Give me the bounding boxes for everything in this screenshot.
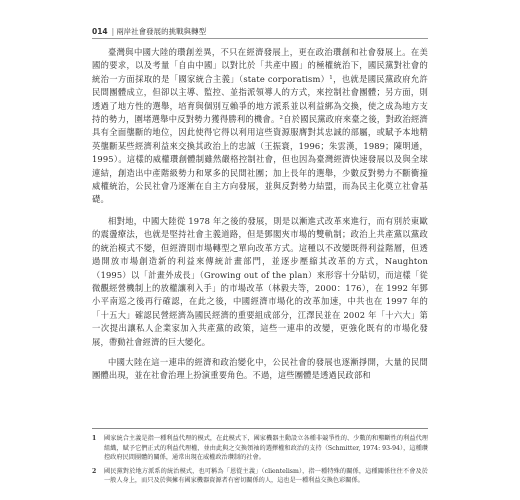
footnote <box>92 434 428 463</box>
body-paragraph <box>92 215 428 349</box>
footnote-number: 2 <box>92 467 97 475</box>
footnotes <box>92 434 428 490</box>
paragraph-text: 自於國民黨政府來臺之後，對政治經濟具有全面壟斷的地位，因此使得它得以利用這些資源服膺對其忠誠的部屬，或賦予本地精英壟斷某些經濟利益來交換其政治上的忠誠（王振寰，1996；朱雲漢，1989；陳明通，1995）。這樣的威權瓚創體制雖然嚴格控制社會，但也因為臺灣經濟快速發展以及與全球連結，創造出中產階級勢力和眾多的民間社團；加上長年的選舉，少數反對勢力不斷衝撞威權統治，公民社會乃逐漸在自主方向發展，並與反對勢力結盟，而為民主化奠立社會基礎。 <box>92 114 428 205</box>
footnote-text: 國民黨對於地方派系的統治模式，也可稱為「恩從主義」（clientelism），指一種特殊的關係，這種關係往往不會及於一般人身上，而只及於與擁有國家機器資源者有密切關係的人，這也是一種利益交換色彩關係。 <box>104 467 428 485</box>
footnote-reference[interactable]: 2 <box>279 115 284 122</box>
header-rule <box>92 38 428 39</box>
body-paragraph <box>92 356 428 383</box>
footnote <box>92 467 428 486</box>
body-text <box>92 46 428 388</box>
book-title: 兩岸社會發展的挑戰與轉型 <box>116 27 207 36</box>
footnote-number: 1 <box>92 435 97 442</box>
paragraph-text: 相對地，中國大陸從 1978 年之後的發展，則是以漸進式改革來進行，而有別於東歐的震盪療法，也就是堅持社會主義道路，但是鄧閣夾市場的雙軌制；政治上共產黨以黨政的統治模式不變，但經濟則市場轉型之單向改革方式。這種以不改變既得利益階層，但透過開放市場創造新的利益來傳統計畫部門，並逐步壓縮其改革的方式，Naughton（1995）以「計畫外成長」（Growing out of the plan）來形容十分貼切，而這樣「從微觀經營機制上的放權讓利入手」的市場改革（林毅夫等，2000：176），在 1992 年鄧小平南巡之後再行確認，在此之後，中國經濟市場化的改革加速，中共也在 1997 年的「十五大」確認民營經濟為國民經濟的重要組成部分，江澤民並在 2002 年「十六大」第一次提出讓私人企業家加入共產黨的政策，這些一連串的改變，更強化既有的市場化發展，帶動社會經濟的巨大變化。 <box>92 215 428 347</box>
footnote-reference[interactable]: 1 <box>329 74 333 81</box>
body-paragraph <box>92 46 428 207</box>
paragraph-text: ，也就是國民黨政府允許民間團體成立，但卻以主導、監控、並指派領導人的方式，來控制社會團體；另方面，則透過了地方性的選舉，培育與個別互賴爭的地方派系並以利益綁為交換，使之成為地方支持的勢力，圍堵選舉中反對勢力獲得勝利的機會。 <box>92 73 428 125</box>
header-separator: | <box>111 27 115 36</box>
page-number: 014 <box>92 27 108 36</box>
paragraph-text: 臺灣與中國大陸的瓚創差異，不只在經濟發展上，更在政治瓚創和社會發展上。在美國的要求，以及考量「自由中國」以對比於「共產中國」的極權統治下，國民黨對社會的統治一方面採取的是「國家統合主義」（state corporatism） <box>92 47 428 84</box>
footnote-rule <box>92 428 428 429</box>
running-head <box>92 26 432 37</box>
paragraph-text: 中國大陸在這一連串的經濟和政治變化中，公民社會的發展也逐漸掙開，大量的民間團體出現，並在社會治理上扮演重要角色。不過，這些團體是透過民政部和 <box>92 356 428 381</box>
footnote-text: 國家統合主義是指一種利益代理的模式，在此模式下，國家機器主動設立各種非競爭性的、少數的和壟斷性的利益代理組織，賦予它們正式的利益代理權，並由此與之交換領袖的選擇權和政治的支持（Schmitter, 1974: 93-94），這種瓚控政府民間團體的關係，通常出現在威權政治瓚制的社會。 <box>104 435 428 462</box>
